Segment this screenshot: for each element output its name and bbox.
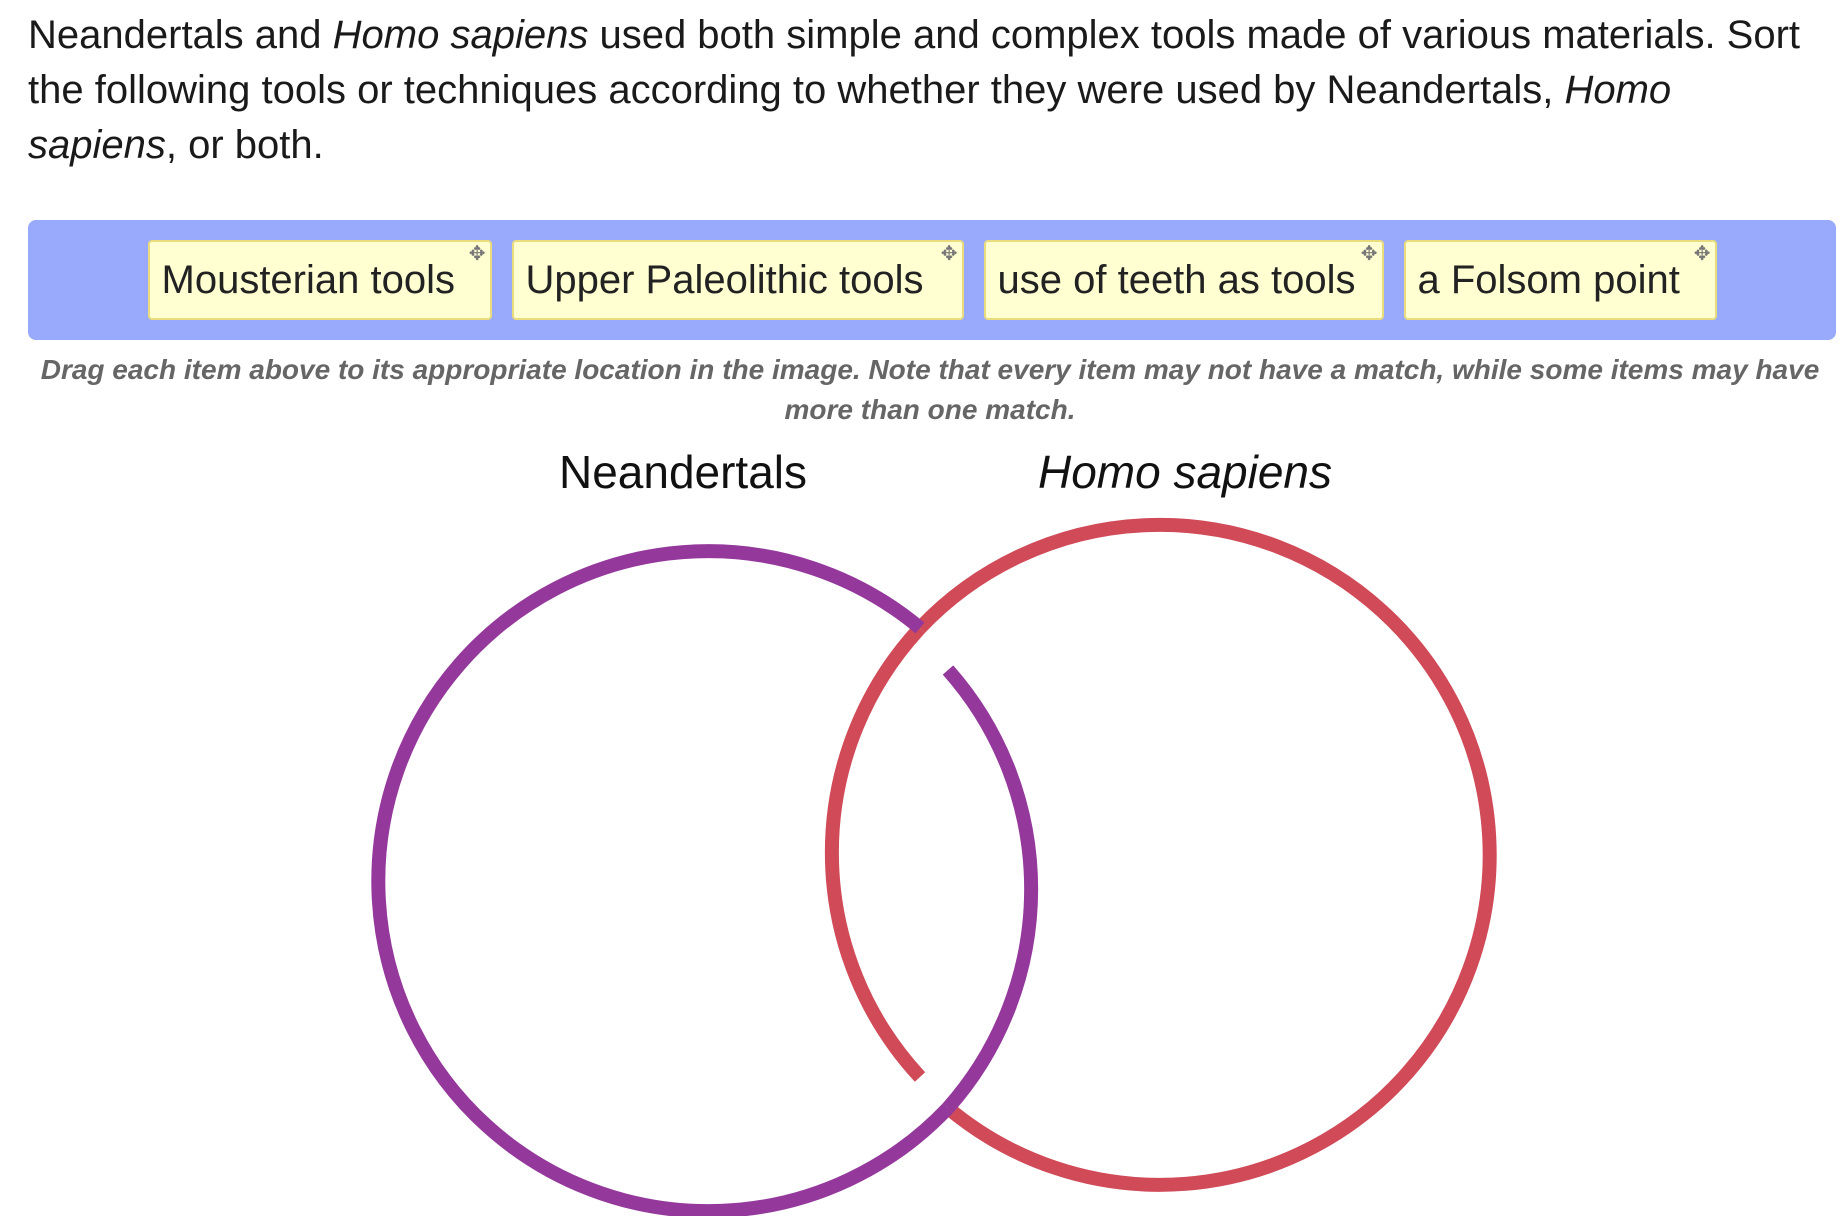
drag-item-label: a Folsom point: [1417, 258, 1680, 302]
question-part-1: Neandertals and: [28, 13, 333, 57]
venn-circle-homo-sapiens[interactable]: [832, 525, 1490, 1185]
drag-item-upper-paleolithic-tools[interactable]: [512, 240, 964, 320]
venn-label-homo-sapiens: Homo sapiens: [1037, 446, 1333, 498]
move-icon: ✥: [1693, 243, 1711, 265]
move-icon: ✥: [468, 243, 486, 265]
question-part-4: Homo sapiens: [28, 68, 1672, 167]
venn-label-neandertals: Neandertals: [558, 446, 808, 498]
drag-item-mousterian-tools[interactable]: [148, 240, 492, 320]
venn-circle-neandertals-arc-outer: [378, 551, 948, 1211]
drag-item-use-of-teeth-as-tools[interactable]: [984, 240, 1384, 320]
drag-instructions: Drag each item above to its appropriate location in the image. Note that every item may not have a match, while some items may have more than one match.: [40, 354, 1820, 425]
drag-item-label: use of teeth as tools: [997, 258, 1356, 302]
venn-circle-neandertals[interactable]: [378, 551, 1031, 1211]
venn-circle-homo-sapiens-arc-outer: [920, 525, 1490, 1185]
venn-circle-neandertals-arc-inner: [948, 670, 1031, 1108]
venn-circle-homo-sapiens-arc-inner: [832, 628, 920, 1077]
question-text: [28, 8, 1828, 173]
drag-item-bank: [28, 220, 1836, 340]
venn-diagram: [0, 440, 1848, 1216]
question-part-3: used both simple and complex tools made of various materials. Sort the following tools or techniques according to whether they were used by Neandertals,: [28, 13, 1801, 112]
move-icon: ✥: [940, 243, 958, 265]
move-icon: ✥: [1360, 243, 1378, 265]
drag-item-a-folsom-point[interactable]: [1404, 240, 1717, 320]
drag-item-label: Mousterian tools: [161, 258, 455, 302]
drag-item-label: Upper Paleolithic tools: [525, 258, 924, 302]
question-part-5: , or both.: [165, 123, 324, 167]
question-part-2: Homo sapiens: [332, 13, 589, 57]
